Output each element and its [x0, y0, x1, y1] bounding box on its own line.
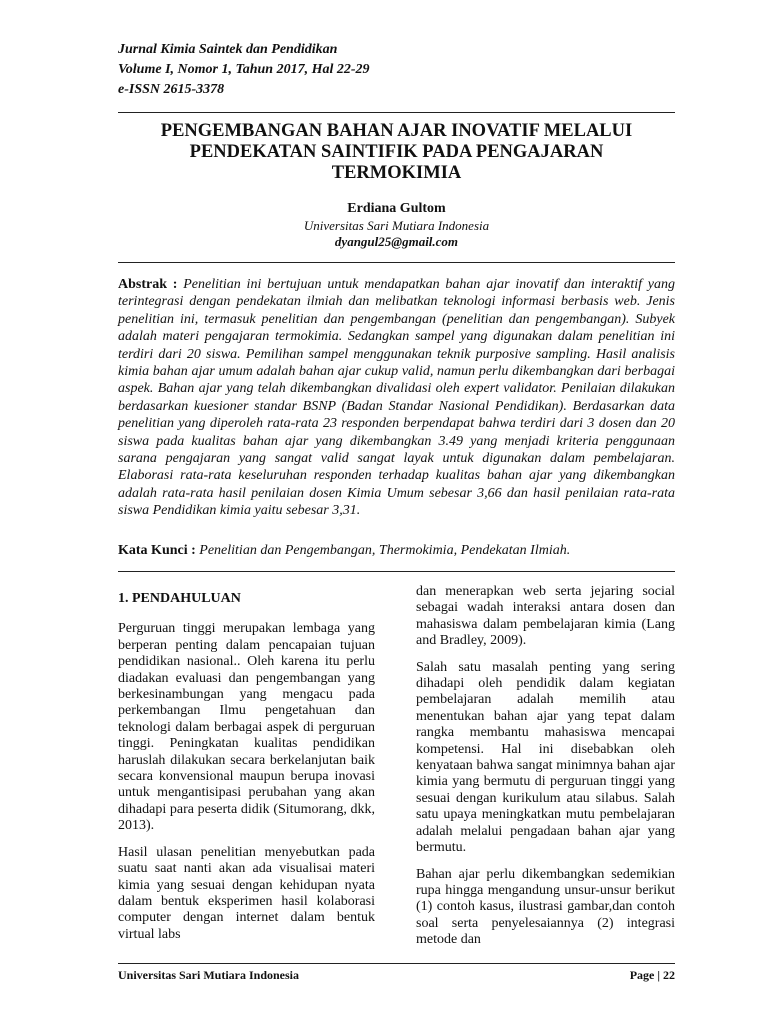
- right-paragraph-2: Salah satu masalah penting yang sering dihadapi oleh pendidik dalam kegiatan pembelajaran adalah memilih atau menentukan bahan ajar yang tepat dalam rangka membantu mahasiswa mencapai kompetensi. Hal ini disebabkan oleh kenyataan bahwa sangat minimnya bahan ajar kimia yang bermutu di perguruan tinggi yang sesuai dengan kurikulum atau silabus. Salah satu upaya meningkatkan mutu pembelajaran adalah melalui pengadaan bahan ajar yang bermutu.: [416, 659, 675, 856]
- title-line-2: PENDEKATAN SAINTIFIK PADA PENGAJARAN: [189, 142, 604, 162]
- abstract-top-rule: [118, 262, 675, 263]
- footer-institution: Universitas Sari Mutiara Indonesia: [118, 968, 300, 982]
- journal-issn: e-ISSN 2615-3378: [118, 82, 225, 97]
- left-paragraph-1: Perguruan tinggi merupakan lembaga yang berperan penting dalam pencapaian tujuan pendidikan nasional.. Oleh karena itu perlu diadakan evaluasi dan pengembangan yang berkesinambungan yang mengacu pada perkembangan Ilmu pengetahuan dan teknologi dalam berbagai aspek di perguruan tinggi. Peningkatan kualitas pendidikan haruslah dilakukan secara berkelanjutan baik secara konvensional maupun berupa inovasi untuk mengantisipasi perubahan yang akan dihadapi para peserta didik (Situmorang, dkk, 2013).: [118, 621, 375, 834]
- footer-rule: [118, 963, 675, 964]
- header-rule: [118, 112, 675, 113]
- right-column: [416, 584, 675, 959]
- paper-title: [118, 121, 675, 184]
- title-line-1: PENGEMBANGAN BAHAN AJAR INOVATIF MELALUI: [160, 121, 633, 141]
- title-line-3: TERMOKIMIA: [331, 163, 462, 183]
- section-heading: 1. PENDAHULUAN: [118, 591, 241, 606]
- left-column: [118, 591, 375, 953]
- author-email[interactable]: dyangul25@gmail.com: [334, 234, 459, 249]
- abstract: [118, 276, 675, 520]
- journal-volume: Volume I, Nomor 1, Tahun 2017, Hal 22-29: [118, 62, 370, 77]
- abstract-label: Abstrak :: [118, 277, 178, 292]
- keywords-text: Penelitian dan Pengembangan, Thermokimia, Pendekatan Ilmiah.: [199, 543, 571, 558]
- abstract-text: Penelitian ini bertujuan untuk mendapatkan bahan ajar inovatif dan interaktif yang terintegrasi dengan pendekatan ilmiah dan melibatkan teknologi informasi berbasis web. Jenis penelitian ini, termasuk penelitian dan pengembangan (penelitian dan pengembangan). Subyek adalah materi pengajaran termokimia. Sedangkan sampel yang digunakan dalam penelitian ini terdiri dari 20 siswa. Pemilihan sampel menggunakan teknik purposive sampling. Hasil analisis kimia bahan ajar umum adalah bahan ajar cukup valid, namun perlu dikembangkan dari berbagai aspek. Bahan ajar yang telah dikembangkan divalidasi oleh expert validator. Penilaian dilakukan berdasarkan kuesioner standar BSNP (Badan Standar Nasional Pendidikan). Berdasarkan data penelitian yang diperoleh rata-rata 23 responden berpendapat bahwa terdiri dari 3 dosen dan 20 siswa pada kualitas bahan ajar yang dikembangkan 3.49 yang menjadi kriteria penggunaan sarana pengajaran yang sangat valid sangat layak untuk digunakan dalam pembelajaran. Elaborasi rata-rata keseluruhan responden terhadap kualitas bahan ajar yang dikembangkan adalah rata-rata hasil penilaian dosen Kimia Umum sebesar 3,66 dan hasil penilaian rata-rata siswa Pendidikan kimia yaitu sebesar 3,31.: [118, 277, 675, 519]
- left-paragraph-2: Hasil ulasan penelitian menyebutkan pada suatu saat nanti akan ada visualisai materi kimia yang sesuai dengan kehidupan nyata dalam bentuk eksperimen hasil kolaborasi computer dengan internet dalam bentuk virtual labs: [118, 844, 375, 942]
- journal-name: Jurnal Kimia Saintek dan Pendidikan: [118, 42, 338, 57]
- right-paragraph-1: dan menerapkan web serta jejaring social sebagai wadah interaksi antara dosen dan mahasiswa dalam pembelajaran kimia (Lang and Bradley, 2009).: [416, 584, 675, 649]
- author-affiliation: Universitas Sari Mutiara Indonesia: [303, 218, 490, 233]
- right-paragraph-3: Bahan ajar perlu dikembangkan sedemikian rupa hingga mengandung unsur-unsur berikut (1) contoh kasus, ilustrasi gambar,dan contoh soal serta penyelesaiannya (2) integrasi metode dan: [416, 866, 675, 948]
- abstract-bottom-rule: [118, 571, 675, 572]
- keywords: [118, 542, 675, 559]
- footer-page-number: Page | 22: [629, 968, 675, 982]
- keywords-label: Kata Kunci :: [118, 543, 196, 558]
- journal-info: [118, 40, 370, 100]
- author-name: Erdiana Gultom: [347, 201, 446, 216]
